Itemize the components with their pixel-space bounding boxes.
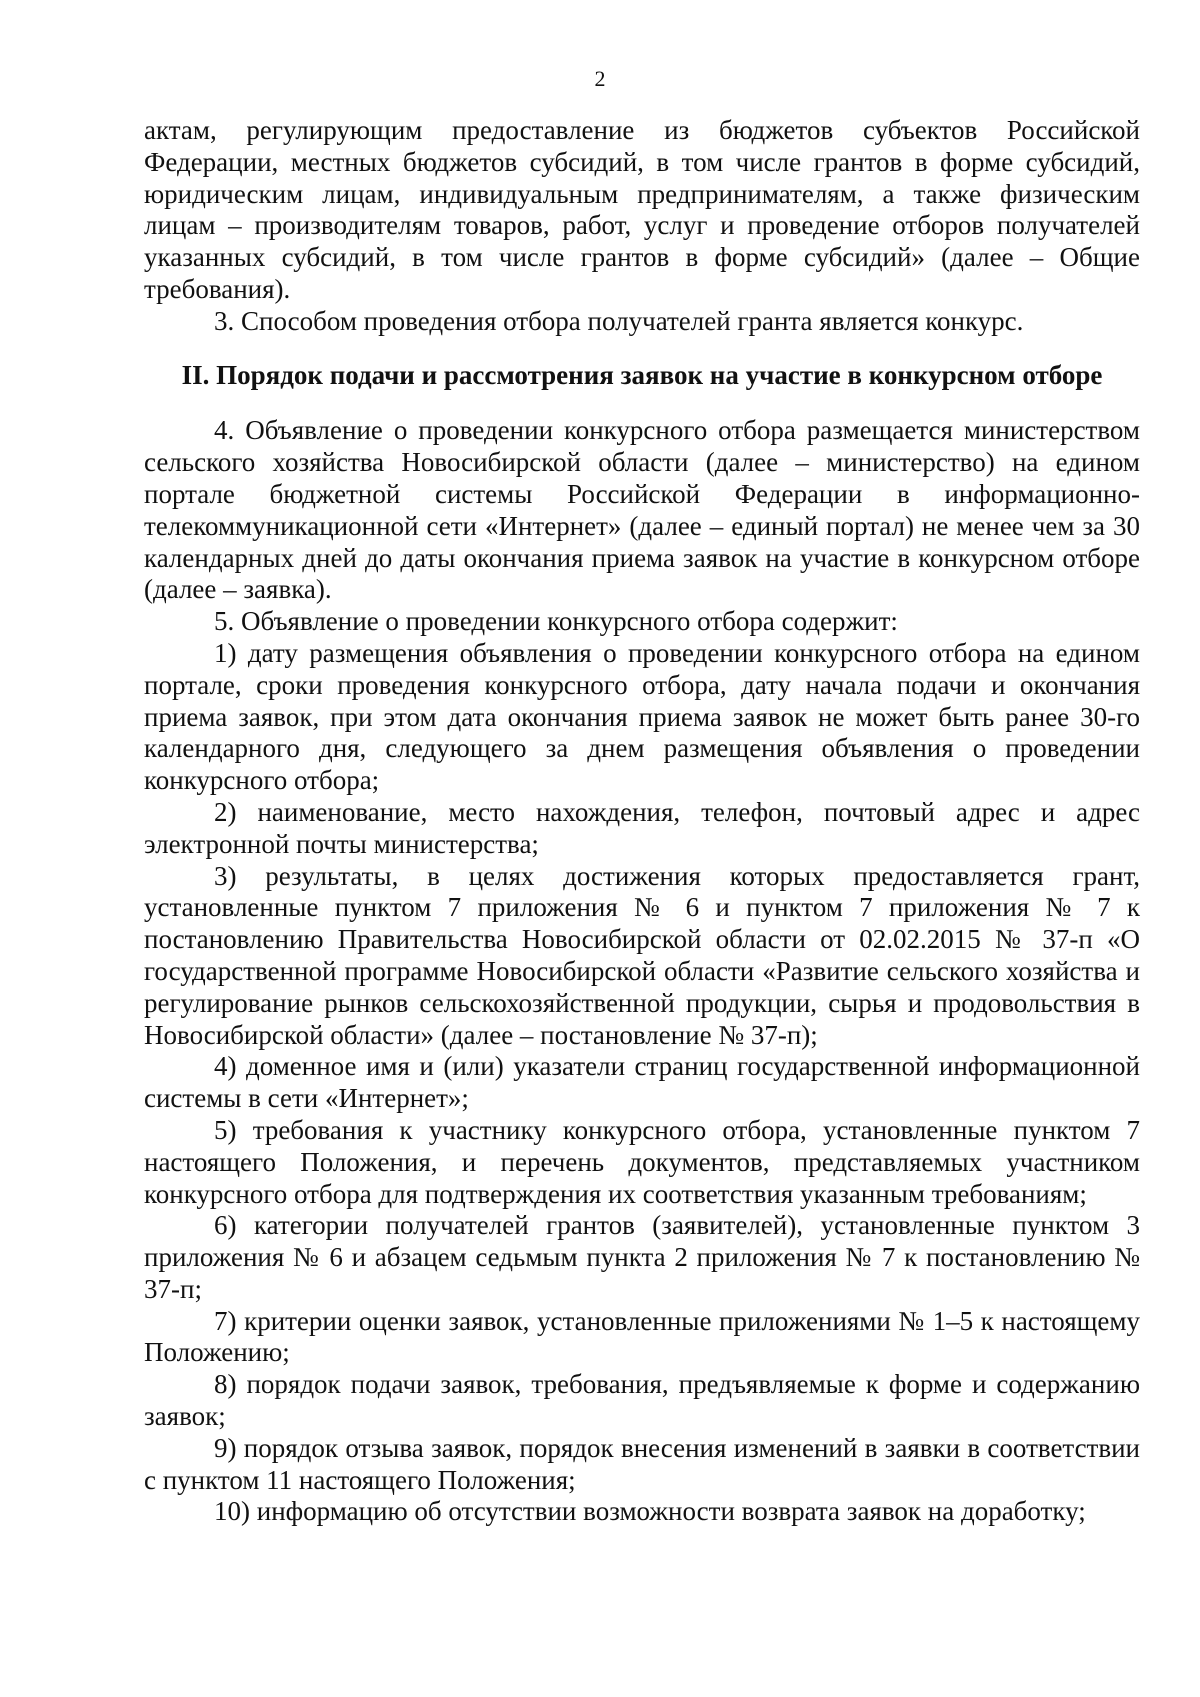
paragraph-5: 5. Объявление о проведении конкурсного отбора содержит: [214, 606, 898, 637]
list-item-8: 8) порядок подачи заявок, требования, предъявляемые к форме и содержанию заявок; [144, 1369, 1140, 1432]
page-number: 2 [594, 66, 606, 91]
list-item-3: 3) результаты, в целях достижения которых предоставляется грант, установленные пунктом 7 приложения № 6 и пунктом 7 приложения № 7 к постановлению Правительства Новосибирской области от 02.02.2015 № 37-п «О государственной программе Новосибирской области «Развитие сельского хозяйства и регулирование рынков сельскохозяйственной продукции, сырья и продовольствия в Новосибирской области» (далее – постановление № 37-п); [144, 860, 1140, 1050]
list-item-6: 6) категории получателей грантов (заявителей), установленные пунктом 3 приложения № 6 и абзацем седьмым пункта 2 приложения № 7 к постановлению № 37-п; [144, 1210, 1140, 1304]
list-item-4: 4) доменное имя и (или) указатели страниц государственной информационной системы в сети «Интернет»; [144, 1051, 1140, 1114]
list-item-9: 9) порядок отзыва заявок, порядок внесения изменений в заявки в соответствии с пунктом 11 настоящего Положения; [144, 1432, 1140, 1495]
list-item-1: 1) дату размещения объявления о проведении конкурсного отбора на едином портале, сроки проведения конкурсного отбора, дату начала подачи и окончания приема заявок, при этом дата окончания приема заявок не может быть ранее 30-го календарного дня, следующего за днем размещения объявления о проведении конкурсного отбора; [144, 637, 1140, 796]
document-body [144, 115, 1140, 1528]
section-heading-block [144, 360, 1140, 392]
paragraph-4: 4. Объявление о проведении конкурсного отбора размещается министерством сельского хозяйства Новосибирской области (далее – министерство) на едином портале бюджетной системы Российской Федерации в информационно-телекоммуникационной сети «Интернет» (далее – единый портал) не менее чем за 30 календарных дней до даты окончания приема заявок на участие в конкурсном отборе (далее – заявка). [144, 415, 1140, 605]
list-item-7: 7) критерии оценки заявок, установленные приложениями № 1–5 к настоящему Положению; [144, 1305, 1140, 1368]
list-item-10: 10) информацию об отсутствии возможности возврата заявок на доработку; [214, 1496, 1086, 1527]
paragraph-continuation: актам, регулирующим предоставление из бюджетов субъектов Российской Федерации, местных бюджетов субсидий, в том числе грантов в форме субсидий, юридическим лицам, индивидуальным предпринимателям, а также физическим лицам – производителям товаров, работ, услуг и проведение отборов получателей указанных субсидий, в том числе грантов в форме субсидий» (далее – Общие требования). [144, 115, 1140, 304]
paragraph-3: 3. Способом проведения отбора получателей гранта является конкурс. [214, 305, 1024, 336]
list-item-5: 5) требования к участнику конкурсного отбора, установленные пунктом 7 настоящего Положения, и перечень документов, представляемых участником конкурсного отбора для подтверждения их соответствия указанным требованиям; [144, 1114, 1140, 1209]
section-heading: II. Порядок подачи и рассмотрения заявок на участие в конкурсном отборе [181, 359, 1103, 390]
list-item-2: 2) наименование, место нахождения, телефон, почтовый адрес и адрес электронной почты министерства; [144, 796, 1140, 859]
